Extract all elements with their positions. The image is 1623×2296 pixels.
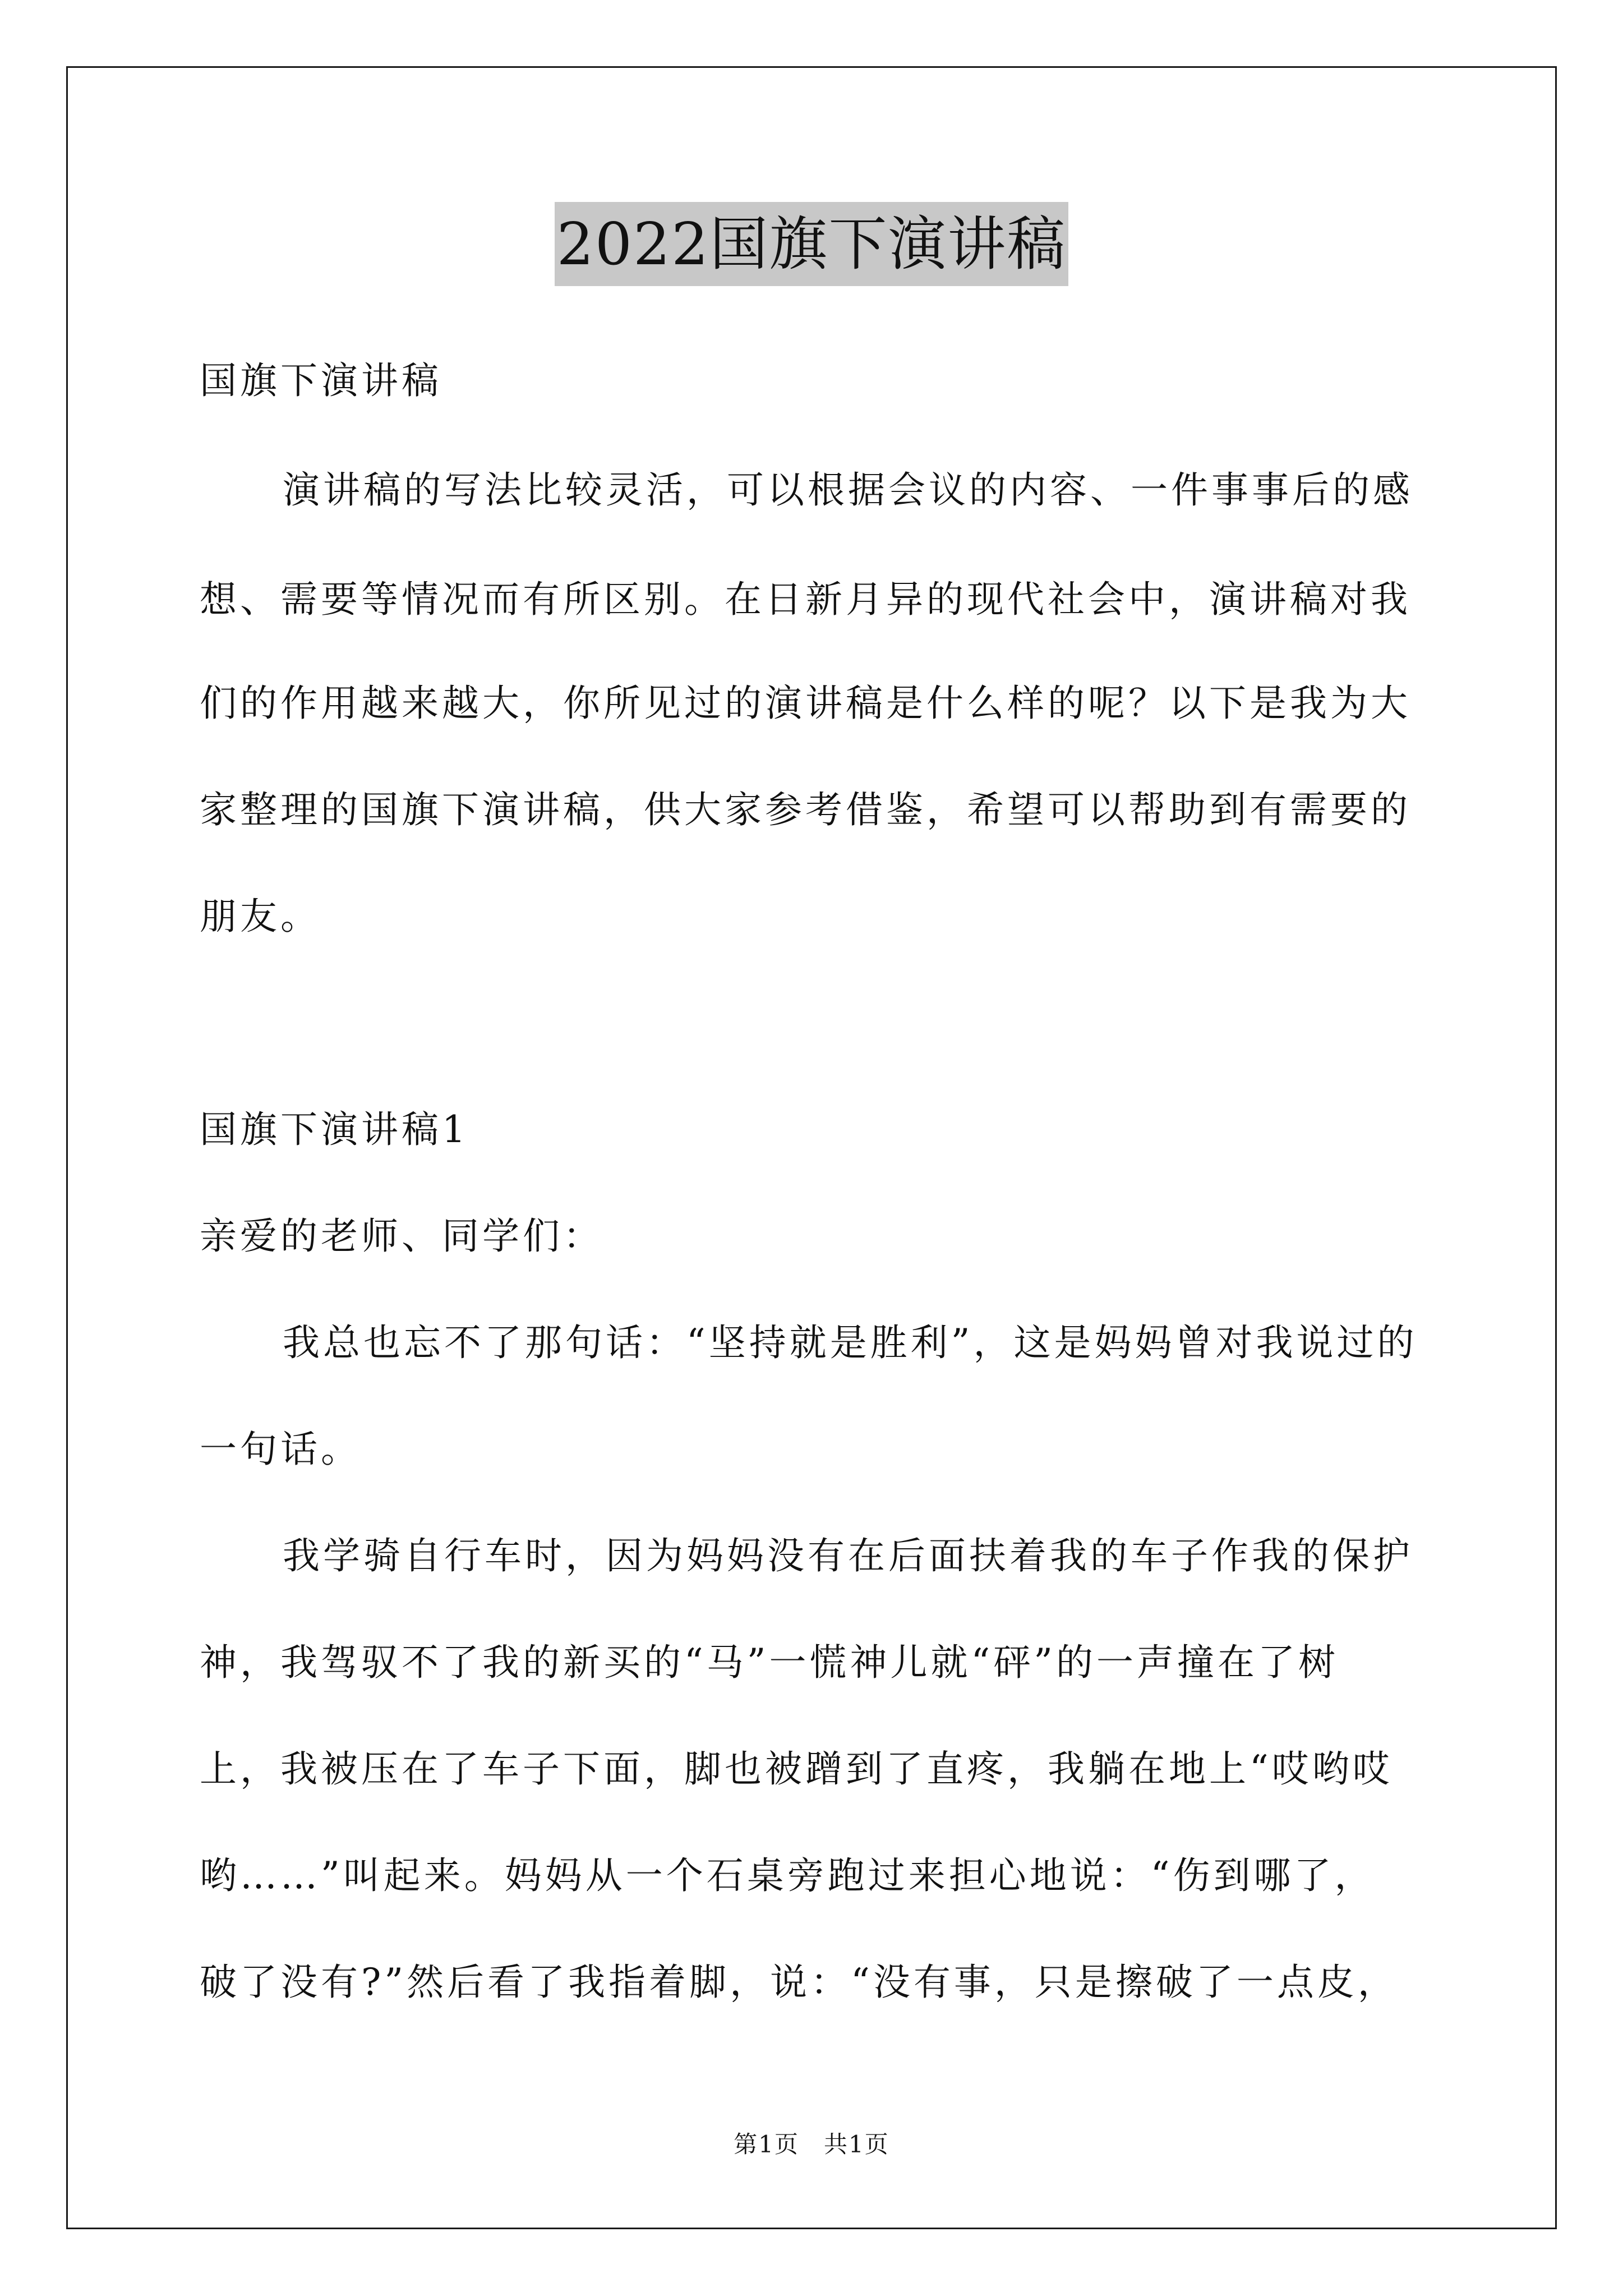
paragraph-line: 一句话。 <box>200 1428 361 1471</box>
paragraph-line: 演讲稿的写法比较灵活，可以根据会议的内容、一件事事后的感 <box>283 468 1413 512</box>
paragraph-line: 想、需要等情况而有所区别。在日新月异的现代社会中，演讲稿对我 <box>200 578 1411 621</box>
paragraph-line: 朋友。 <box>200 895 321 938</box>
paragraph-line: 神，我驾驭不了我的新买的“马”一慌神儿就“砰”的一声撞在了树 <box>200 1641 1339 1684</box>
paragraph-line: 们的作用越来越大，你所见过的演讲稿是什么样的呢？以下是我为大 <box>200 682 1411 725</box>
paragraph-line: 破了没有?”然后看了我指着脚，说：“没有事，只是擦破了一点皮， <box>200 1961 1398 2004</box>
section-heading: 国旗下演讲稿1 <box>200 1108 469 1151</box>
paragraph-line: 我总也忘不了那句话：“坚持就是胜利”，这是妈妈曾对我说过的 <box>283 1321 1418 1364</box>
subtitle-line: 国旗下演讲稿 <box>200 359 442 402</box>
salutation-line: 亲爱的老师、同学们： <box>200 1214 603 1258</box>
paragraph-line: 家整理的国旗下演讲稿，供大家参考借鉴，希望可以帮助到有需要的 <box>200 788 1411 831</box>
document-title: 2022国旗下演讲稿 <box>555 202 1069 286</box>
title-container <box>0 202 1623 286</box>
page-footer: 第1页 共1页 <box>734 2131 889 2158</box>
paragraph-line: 上，我被压在了车子下面，脚也被蹭到了直疼，我躺在地上“哎哟哎 <box>200 1747 1393 1791</box>
paragraph-line: 哟……”叫起来。妈妈从一个石桌旁跑过来担心地说：“伤到哪了， <box>200 1854 1375 1897</box>
paragraph-line: 我学骑自行车时，因为妈妈没有在后面扶着我的车子作我的保护 <box>283 1534 1413 1577</box>
